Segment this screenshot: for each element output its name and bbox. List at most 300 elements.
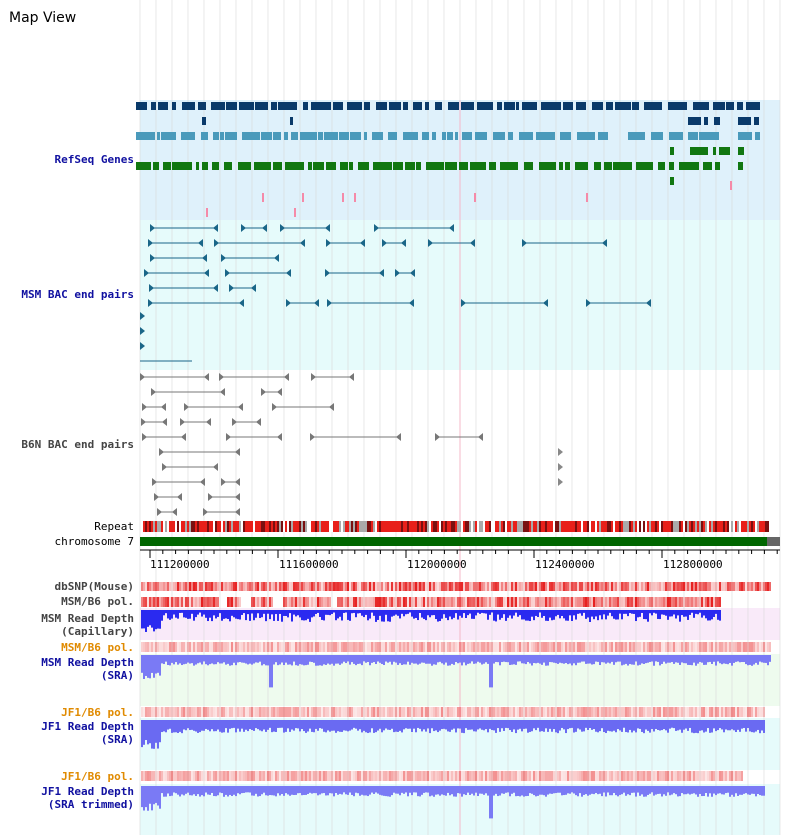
repeat-segment (217, 521, 219, 532)
heat-cell (221, 582, 223, 591)
depth-bar (171, 720, 173, 733)
heat-cell (325, 597, 327, 607)
depth-bar (371, 655, 373, 663)
depth-bar (609, 610, 611, 613)
heat-cell (491, 597, 493, 607)
bac-end-marker (220, 388, 225, 396)
depth-bar (589, 720, 591, 728)
heat-cell (349, 707, 351, 717)
heat-cell (483, 582, 485, 591)
heat-cell (305, 642, 307, 652)
heat-cell (675, 597, 677, 607)
heat-cell (431, 597, 433, 607)
depth-bar (635, 786, 637, 797)
depth-bar (213, 655, 215, 664)
heat-cell (495, 582, 497, 591)
heat-cell (649, 707, 651, 717)
depth-bar (367, 720, 369, 733)
chromosome-label: chromosome 7 (54, 535, 134, 548)
heat-cell (417, 597, 419, 607)
repeat-segment (461, 521, 463, 532)
depth-bar (481, 655, 483, 664)
depth-bar (449, 655, 451, 665)
heat-cell (567, 771, 569, 781)
depth-bar (633, 655, 635, 665)
heat-cell (157, 597, 159, 607)
gene-exon (405, 162, 415, 170)
heat-cell (623, 582, 625, 591)
repeat-segment (707, 521, 709, 532)
heat-cell (339, 582, 341, 591)
heat-cell (409, 771, 411, 781)
depth-bar (701, 720, 703, 730)
gene-exon (594, 162, 601, 170)
heat-cell (729, 642, 731, 652)
depth-bar (177, 786, 179, 795)
heat-cell (559, 597, 561, 607)
depth-bar (583, 720, 585, 731)
depth-bar (233, 786, 235, 795)
depth-bar (279, 786, 281, 795)
depth-bar (511, 720, 513, 732)
depth-bar (163, 655, 165, 664)
depth-bar (639, 610, 641, 617)
depth-bar (503, 610, 505, 614)
heat-cell (201, 771, 203, 781)
heat-cell (405, 707, 407, 717)
msm-depth-capillary-label: MSM Read Depth (41, 612, 134, 625)
depth-bar (741, 786, 743, 795)
heat-cell (303, 642, 305, 652)
heat-cell (353, 707, 355, 717)
depth-bar (159, 786, 161, 809)
heat-cell (227, 642, 229, 652)
repeat-segment (481, 521, 483, 532)
heat-cell (715, 707, 717, 717)
depth-bar (345, 720, 347, 731)
depth-bar (387, 610, 389, 621)
heat-cell (217, 582, 219, 591)
depth-bar (685, 786, 687, 794)
depth-bar (165, 720, 167, 732)
heat-cell (395, 771, 397, 781)
depth-bar (441, 655, 443, 663)
heat-cell (329, 597, 331, 607)
depth-bar (369, 655, 371, 665)
heat-cell (387, 597, 389, 607)
heat-cell (717, 582, 719, 591)
depth-bar (385, 786, 387, 796)
depth-bar (593, 720, 595, 729)
depth-bar (695, 720, 697, 733)
gene-exon (403, 102, 408, 110)
depth-bar (569, 610, 571, 615)
repeat-segment (539, 521, 541, 532)
depth-bar (651, 610, 653, 615)
heat-cell (277, 771, 279, 781)
heat-cell (667, 597, 669, 607)
heat-cell (227, 582, 229, 591)
repeat-segment (525, 521, 527, 532)
repeat-segment (647, 521, 649, 532)
repeat-segment (593, 521, 595, 532)
heat-cell (413, 771, 415, 781)
depth-bar (291, 786, 293, 795)
heat-cell (185, 597, 187, 607)
heat-cell (595, 771, 597, 781)
heat-cell (181, 707, 183, 717)
heat-cell (541, 642, 543, 652)
gene-exon (435, 102, 442, 110)
depth-bar (399, 720, 401, 731)
heat-cell (569, 597, 571, 607)
heat-cell (485, 642, 487, 652)
heat-cell (361, 707, 363, 717)
heat-cell (409, 582, 411, 591)
depth-bar (625, 655, 627, 664)
heat-cell (297, 771, 299, 781)
depth-bar (737, 786, 739, 796)
heat-cell (243, 707, 245, 717)
heat-cell (647, 597, 649, 607)
depth-bar (385, 610, 387, 615)
heat-cell (407, 771, 409, 781)
depth-bar (545, 610, 547, 621)
heat-cell (669, 642, 671, 652)
heat-cell (185, 707, 187, 717)
heat-cell (551, 707, 553, 717)
heat-cell (179, 582, 181, 591)
depth-bar (623, 786, 625, 793)
heat-cell (265, 597, 267, 607)
chromosome-bar-end (767, 537, 780, 546)
dbsnp-label: dbSNP(Mouse) (54, 580, 134, 593)
repeat-segment (449, 521, 451, 532)
heat-cell (693, 642, 695, 652)
heat-cell (567, 582, 569, 591)
depth-bar (477, 655, 479, 662)
heat-cell (529, 642, 531, 652)
depth-bar (223, 720, 225, 732)
depth-bar (505, 610, 507, 621)
heat-cell (637, 771, 639, 781)
depth-bar (639, 786, 641, 796)
depth-bar (595, 786, 597, 793)
heat-cell (387, 582, 389, 591)
depth-bar (193, 720, 195, 731)
heat-cell (449, 597, 451, 607)
repeat-segment (535, 521, 537, 532)
depth-bar (723, 786, 725, 795)
heat-cell (643, 707, 645, 717)
depth-bar (355, 786, 357, 793)
heat-cell (455, 771, 457, 781)
heat-cell (347, 771, 349, 781)
heat-cell (313, 582, 315, 591)
heat-cell (635, 582, 637, 591)
heat-cell (527, 771, 529, 781)
depth-bar (251, 720, 253, 730)
depth-bar (211, 786, 213, 793)
heat-cell (761, 707, 763, 717)
heat-cell (429, 642, 431, 652)
depth-bar (543, 610, 545, 616)
heat-cell (693, 707, 695, 717)
depth-bar (357, 610, 359, 613)
heat-cell (415, 771, 417, 781)
depth-bar (601, 720, 603, 728)
heat-cell (563, 771, 565, 781)
depth-bar (451, 786, 453, 794)
depth-bar (659, 786, 661, 794)
depth-bar (395, 720, 397, 732)
repeat-segment (701, 521, 703, 532)
depth-bar (617, 610, 619, 619)
depth-bar (655, 786, 657, 795)
depth-bar (251, 610, 253, 614)
depth-bar (479, 655, 481, 663)
heat-cell (581, 707, 583, 717)
heat-cell (475, 642, 477, 652)
depth-bar (643, 720, 645, 733)
depth-bar (737, 655, 739, 661)
heat-cell (471, 582, 473, 591)
repeat-segment (335, 521, 337, 532)
gene-exon (364, 132, 367, 140)
heat-cell (233, 771, 235, 781)
depth-bar (559, 610, 561, 618)
gene-exon (679, 162, 699, 170)
depth-bar (565, 655, 567, 663)
heat-cell (401, 597, 403, 607)
heat-cell (707, 597, 709, 607)
depth-bar (533, 720, 535, 728)
heat-cell (487, 707, 489, 717)
heat-cell (289, 597, 291, 607)
heat-cell (243, 642, 245, 652)
heat-cell (191, 642, 193, 652)
depth-bar (261, 720, 263, 731)
depth-bar (519, 655, 521, 661)
axis-tick-label: 112400000 (535, 558, 595, 571)
heat-cell (553, 642, 555, 652)
heat-cell (601, 597, 603, 607)
heat-cell (461, 707, 463, 717)
heat-cell (227, 597, 229, 607)
heat-cell (349, 597, 351, 607)
depth-bar (169, 720, 171, 729)
heat-cell (215, 771, 217, 781)
depth-bar (485, 655, 487, 662)
depth-bar (637, 610, 639, 617)
depth-bar (519, 610, 521, 615)
depth-bar (675, 610, 677, 618)
depth-bar (621, 786, 623, 794)
depth-bar (269, 610, 271, 619)
repeat-segment (229, 521, 231, 532)
heat-cell (733, 582, 735, 591)
depth-bar (675, 720, 677, 731)
heat-cell (215, 642, 217, 652)
heat-cell (591, 771, 593, 781)
depth-bar (173, 720, 175, 732)
depth-bar (337, 786, 339, 795)
bac-end-marker (329, 403, 334, 411)
heat-cell (393, 582, 395, 591)
heat-cell (709, 642, 711, 652)
depth-bar (525, 655, 527, 664)
heat-cell (453, 582, 455, 591)
depth-bar (733, 655, 735, 663)
repeat-segment (237, 521, 239, 532)
heat-cell (523, 642, 525, 652)
depth-bar (753, 720, 755, 732)
heat-cell (377, 582, 379, 591)
repeat-segment (345, 521, 347, 532)
depth-bar (419, 655, 421, 664)
repeat-segment (197, 521, 199, 532)
depth-bar (671, 720, 673, 728)
depth-bar (397, 610, 399, 616)
heat-cell (729, 771, 731, 781)
heat-cell (291, 597, 293, 607)
heat-cell (763, 707, 765, 717)
heat-cell (351, 642, 353, 652)
heat-cell (471, 597, 473, 607)
depth-bar (473, 720, 475, 731)
gene-exon (615, 102, 631, 110)
heat-cell (557, 642, 559, 652)
depth-bar (435, 720, 437, 730)
depth-bar (237, 720, 239, 729)
gene-exon (636, 162, 653, 170)
depth-bar (517, 786, 519, 796)
depth-bar (687, 786, 689, 794)
depth-bar (745, 720, 747, 732)
depth-bar (531, 786, 533, 794)
repeat-segment (671, 521, 673, 532)
depth-bar (275, 786, 277, 796)
heat-cell (417, 771, 419, 781)
heat-cell (293, 642, 295, 652)
depth-bar (577, 720, 579, 728)
heat-cell (617, 771, 619, 781)
repeat-segment (423, 521, 425, 532)
depth-bar (373, 655, 375, 662)
heat-cell (239, 582, 241, 591)
heat-cell (703, 771, 705, 781)
heat-cell (567, 707, 569, 717)
depth-bar (331, 610, 333, 614)
depth-bar (615, 786, 617, 795)
repeat-segment (537, 521, 539, 532)
heat-cell (363, 707, 365, 717)
depth-bar (705, 655, 707, 665)
heat-cell (591, 707, 593, 717)
heat-cell (493, 582, 495, 591)
heat-cell (501, 597, 503, 607)
gene-exon (198, 102, 206, 110)
bac-end-marker (180, 418, 185, 426)
depth-bar (155, 655, 157, 674)
depth-bar (633, 786, 635, 793)
depth-bar (403, 655, 405, 664)
heat-cell (513, 771, 515, 781)
depth-bar (147, 786, 149, 811)
depth-bar (695, 655, 697, 666)
heat-cell (383, 582, 385, 591)
depth-bar (549, 720, 551, 729)
heat-cell (745, 707, 747, 717)
depth-bar (281, 655, 283, 663)
heat-cell (151, 771, 153, 781)
depth-bar (255, 786, 257, 794)
gene-exon (651, 132, 663, 140)
depth-bar (227, 655, 229, 664)
depth-bar (331, 720, 333, 731)
heat-cell (315, 597, 317, 607)
depth-bar (727, 720, 729, 730)
heat-cell (593, 771, 595, 781)
heat-cell (367, 642, 369, 652)
depth-bar (569, 786, 571, 794)
depth-bar (339, 610, 341, 617)
heat-cell (497, 642, 499, 652)
repeat-segment (631, 521, 633, 532)
repeat-segment (173, 521, 175, 532)
depth-bar (319, 786, 321, 794)
depth-bar (263, 786, 265, 793)
repeat-segment (307, 521, 309, 532)
repeat-segment (473, 521, 475, 532)
heat-cell (521, 597, 523, 607)
depth-bar (239, 655, 241, 662)
heat-cell (573, 771, 575, 781)
depth-bar (623, 655, 625, 665)
heat-cell (193, 771, 195, 781)
gene-exon (393, 162, 403, 170)
heat-cell (377, 642, 379, 652)
depth-bar (175, 655, 177, 662)
heat-cell (517, 771, 519, 781)
depth-bar (469, 655, 471, 663)
heat-cell (379, 707, 381, 717)
repeat-segment (589, 521, 591, 532)
heat-cell (753, 582, 755, 591)
depth-bar (555, 655, 557, 663)
heat-cell (519, 597, 521, 607)
repeat-segment (617, 521, 619, 532)
repeat-segment (331, 521, 333, 532)
heat-cell (399, 582, 401, 591)
depth-bar (179, 610, 181, 613)
repeat-segment (579, 521, 581, 532)
depth-bar (735, 720, 737, 732)
depth-bar (211, 655, 213, 663)
repeat-segment (613, 521, 615, 532)
depth-bar (635, 655, 637, 661)
depth-bar (665, 720, 667, 730)
heat-cell (607, 642, 609, 652)
repeat-segment (571, 521, 573, 532)
heat-cell (517, 582, 519, 591)
heat-cell (261, 642, 263, 652)
heat-cell (415, 642, 417, 652)
heat-cell (385, 707, 387, 717)
gene-exon (470, 162, 486, 170)
heat-cell (469, 597, 471, 607)
depth-bar (273, 720, 275, 732)
